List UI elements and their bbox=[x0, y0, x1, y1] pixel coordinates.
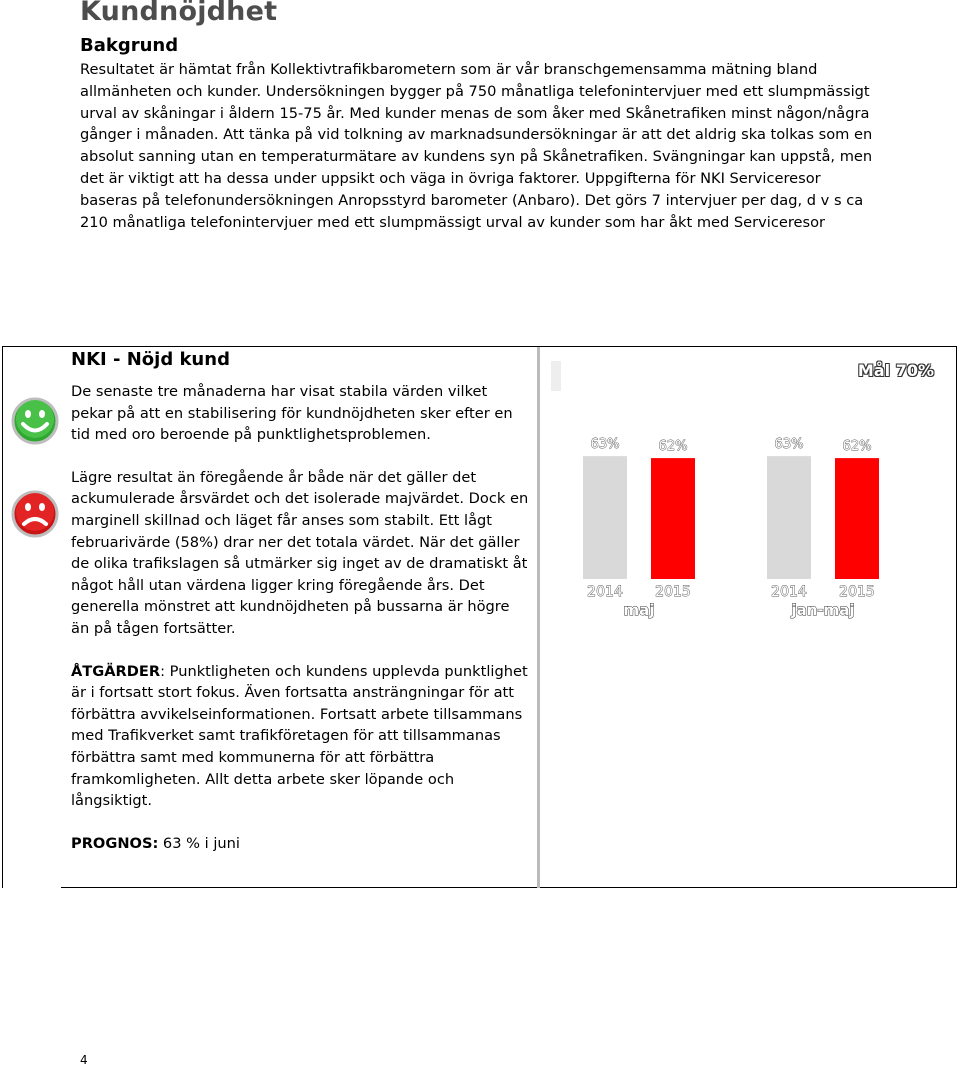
group-label-jan-maj: jan-maj bbox=[791, 601, 855, 619]
bar-jan-maj-2014 bbox=[767, 456, 811, 579]
value-label-maj-2014: 63% bbox=[590, 437, 620, 453]
page-number: 4 bbox=[80, 1053, 88, 1067]
chart-gray-mark bbox=[551, 361, 561, 391]
box-corner-gap bbox=[3, 886, 61, 889]
nki-box bbox=[2, 346, 957, 888]
actions-text: : Punktligheten och kundens upplevda punktlighet är i fortsatt stort fokus. Även fortsatta ansträngningar för att förbättra avvikelseinformationen. Fortsatt arbete tillsammans med Trafikverket samt trafikföretagen för att tillsammanas förbättra samt med kommunerna för att förbättra framkomligheten. Allt detta arbete sker löpande och långsiktigt. bbox=[71, 662, 528, 810]
nki-chart bbox=[541, 349, 956, 629]
forecast-label: PROGNOS: bbox=[71, 834, 159, 852]
value-label-jan-maj-2014: 63% bbox=[774, 437, 804, 453]
value-label-maj-2015: 62% bbox=[658, 439, 688, 455]
page-title: Kundnöjdhet bbox=[80, 0, 278, 27]
stability-paragraph: De senaste tre månaderna har visat stabila värden vilket pekar på att en stabilisering för kundnöjdheten sker efter en tid med oro beroende på punktlighetsproblemen. bbox=[71, 383, 513, 444]
column-divider bbox=[537, 347, 540, 888]
results-paragraph: Lägre resultat än föregående år både när det gäller det ackumulerade årsvärdet och det isolerade majvärdet. Dock en marginell skillnad och läget får anses som stabilt. Ett lågt februarivärde (58%) drar ner det totala värdet. När det gäller de olika trafikslagen så utmärker sig inget av de dramatiskt åt något håll utan värdena ligger kring föregående års. Det generella mönstret att kundnöjdheten på bussarna är högre än på tågen fortsätter. bbox=[71, 468, 529, 637]
forecast-paragraph bbox=[71, 833, 531, 855]
value-label-jan-maj-2015: 62% bbox=[842, 439, 872, 455]
bar-maj-2015 bbox=[651, 458, 695, 579]
nki-text-column bbox=[71, 349, 531, 875]
year-label-jan-maj-2014: 2014 bbox=[771, 584, 807, 600]
group-label-maj: maj bbox=[623, 601, 655, 619]
actions-paragraph bbox=[71, 661, 531, 812]
forecast-text: 63 % i juni bbox=[158, 834, 240, 852]
goal-label: Mål 70% bbox=[857, 361, 934, 380]
intro-paragraph: Resultatet är hämtat från Kollektivtrafikbarometern som är vår branschgemensamma mätning bland allmänheten och kunder. Undersökningen bygger på 750 månatliga telefonintervjuer med ett slumpmässigt urval av skåningar i åldern 15-75 år. Med kunder menas de som åker med Skånetrafiken minst någon/några gånger i månaden. Att tänka på vid tolkning av marknadsundersökningar är att det aldrig ska tolkas som en absolut sanning utan en temperaturmätare av kundens syn på Skånetrafiken. Svängningar kan uppstå, men det är viktigt att ha dessa under uppsikt och väga in övriga faktorer. Uppgifterna för NKI Serviceresor baseras på telefonundersökningen Anropsstyrd barometer (Anbaro). Det görs 7 intervjuer per dag, d v s ca 210 månatliga telefonintervjuer med ett slumpmässigt urval av kunder som har åkt med Serviceresor bbox=[80, 61, 873, 231]
actions-label: ÅTGÄRDER bbox=[71, 662, 161, 680]
bar-maj-2014 bbox=[583, 456, 627, 579]
sad-smiley-icon bbox=[11, 490, 59, 538]
year-label-maj-2015: 2015 bbox=[655, 584, 691, 600]
bar-chart-svg bbox=[541, 349, 956, 629]
nki-heading: NKI - Nöjd kund bbox=[71, 349, 230, 370]
year-label-maj-2014: 2014 bbox=[587, 584, 623, 600]
section-heading-background: Bakgrund bbox=[80, 35, 179, 56]
bar-jan-maj-2015 bbox=[835, 458, 879, 579]
happy-smiley-icon bbox=[11, 397, 59, 445]
year-label-jan-maj-2015: 2015 bbox=[839, 584, 875, 600]
